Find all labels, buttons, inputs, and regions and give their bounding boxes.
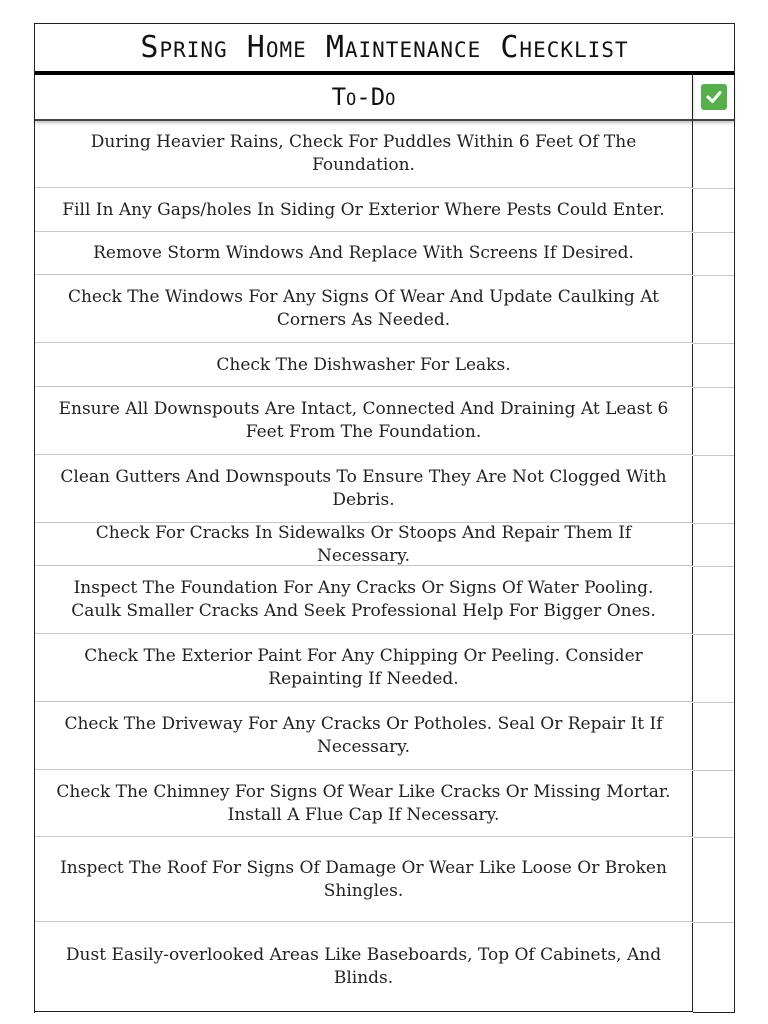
checklist-checkbox[interactable] [693,276,734,344]
checklist-item: Remove Storm Windows And Replace With Screens If Desired. [35,233,693,275]
checklist-item: Clean Gutters And Downspouts To Ensure They Are Not Clogged With Debris. [35,456,693,523]
checklist-checkbox[interactable] [693,838,734,923]
checklist-checkbox[interactable] [693,456,734,524]
page-title: Spring Home Maintenance Checklist [34,23,735,75]
checklist-item: Check For Cracks In Sidewalks Or Stoops And Repair Them If Necessary. [35,524,693,566]
header-todo: To-Do [35,75,693,121]
checklist-item: Check The Driveway For Any Cracks Or Potholes. Seal Or Repair It If Necessary. [35,703,693,770]
checklist-item: Check The Exterior Paint For Any Chipping Or Peeling. Consider Repainting If Needed. [35,635,693,702]
checklist-checkbox[interactable] [693,923,734,1013]
header-check [693,75,734,121]
checklist-item: Check The Windows For Any Signs Of Wear And Update Caulking At Corners As Needed. [35,276,693,343]
checklist-checkbox[interactable] [693,771,734,838]
checklist-item: Dust Easily-overlooked Areas Like Baseboards, Top Of Cabinets, And Blinds. [35,923,693,1012]
checklist-item: Ensure All Downspouts Are Intact, Connected And Draining At Least 6 Feet From The Foundation. [35,388,693,455]
checklist-checkbox[interactable] [693,524,734,567]
check-mark-glyph [704,87,724,107]
check-mark-button-icon [701,84,727,110]
checklist-item: Inspect The Roof For Signs Of Damage Or Wear Like Loose Or Broken Shingles. [35,838,693,922]
checklist-checkbox[interactable] [693,344,734,388]
checklist-item: Inspect The Foundation For Any Cracks Or Signs Of Water Pooling. Caulk Smaller Cracks And Seek Professional Help For Bigger Ones. [35,567,693,634]
checklist-table [34,75,735,1013]
checklist-item: During Heavier Rains, Check For Puddles Within 6 Feet Of The Foundation. [35,121,693,188]
checklist-item: Check The Dishwasher For Leaks. [35,344,693,387]
checklist-item: Fill In Any Gaps/holes In Siding Or Exterior Where Pests Could Enter. [35,189,693,232]
checklist-checkbox[interactable] [693,703,734,771]
checklist-sheet [34,23,735,1013]
checklist-checkbox[interactable] [693,635,734,703]
checklist-checkbox[interactable] [693,388,734,456]
checklist-checkbox[interactable] [693,567,734,635]
checklist-checkbox[interactable] [693,233,734,276]
checklist-checkbox[interactable] [693,189,734,233]
checklist-item: Check The Chimney For Signs Of Wear Like Cracks Or Missing Mortar. Install A Flue Cap If Necessary. [35,771,693,837]
checklist-checkbox[interactable] [693,121,734,189]
